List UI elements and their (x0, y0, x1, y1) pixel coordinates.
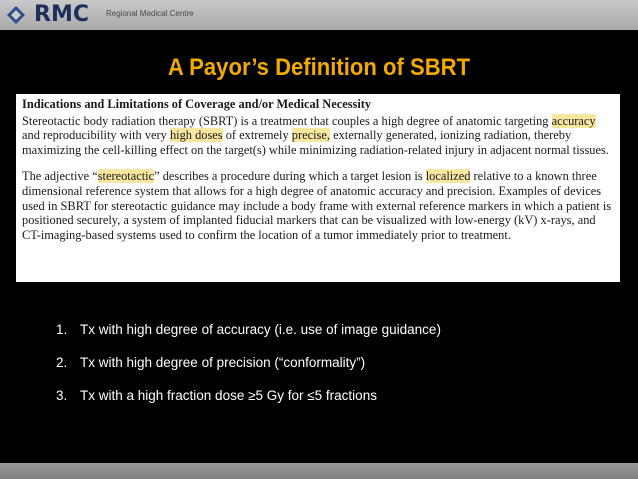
list-item-number: 2. (56, 355, 68, 370)
document-excerpt (16, 94, 620, 282)
highlighted-term: stereotactic (97, 169, 155, 184)
list-item-text: Tx with high degree of precision (“conformality”) (80, 355, 366, 370)
rmc-logo-icon (6, 5, 26, 25)
paragraph-text: Stereotactic body radiation therapy (SBRT) is a treatment that couples a high degree of anatomic targeting (22, 113, 552, 128)
list-item-text: Tx with a high fraction dose ≥5 Gy for ≤5 fractions (80, 388, 377, 403)
header-bar (0, 0, 638, 30)
key-points-list (56, 322, 441, 421)
paragraph-text: of extremely (222, 128, 292, 143)
list-item-number: 3. (56, 388, 68, 403)
paragraph-sbrt-definition (22, 114, 614, 158)
paragraph-text: externally generated, ionizing radiation, thereby maximizing the cell-killing effect on the target(s) while minimizing radiation-related injury in adjacent normal tissues. (22, 128, 609, 157)
document-heading: Indications and Limitations of Coverage and/or Medical Necessity (22, 97, 372, 111)
paragraph-text: relative to a known three dimensional reference system that allows for a high degree of anatomic accuracy and precision. Examples of devices used in SBRT for stereotactic guidance may include a body frame with external reference markers in which a patient is positioned securely, a system of implanted fiducial markers that can be visualized with low-energy (kV) x-rays, and CT-imaging-based systems used to confirm the location of a tumor immediately prior to treatment. (22, 169, 612, 242)
paragraph-text: and reproducibility with very (22, 128, 170, 143)
paragraph-text: The adjective “ (22, 169, 98, 184)
highlighted-term: accuracy (551, 113, 596, 128)
highlighted-term: precise, (291, 128, 330, 143)
highlighted-term: localized (425, 169, 471, 184)
list-item-text: Tx with high degree of accuracy (i.e. use of image guidance) (80, 322, 441, 337)
logo-subtitle: Regional Medical Centre (106, 9, 194, 18)
list-item (56, 322, 441, 355)
paragraph-stereotactic-definition (22, 169, 614, 242)
logo-text: RMC (34, 2, 89, 27)
list-item (56, 355, 441, 388)
list-item-number: 1. (56, 322, 68, 337)
footer-bar (0, 463, 638, 479)
slide-title: A Payor’s Definition of SBRT (167, 54, 471, 81)
paragraph-text: ” describes a procedure during which a target lesion is (154, 169, 426, 184)
highlighted-term: high doses (169, 128, 223, 143)
list-item (56, 388, 441, 421)
